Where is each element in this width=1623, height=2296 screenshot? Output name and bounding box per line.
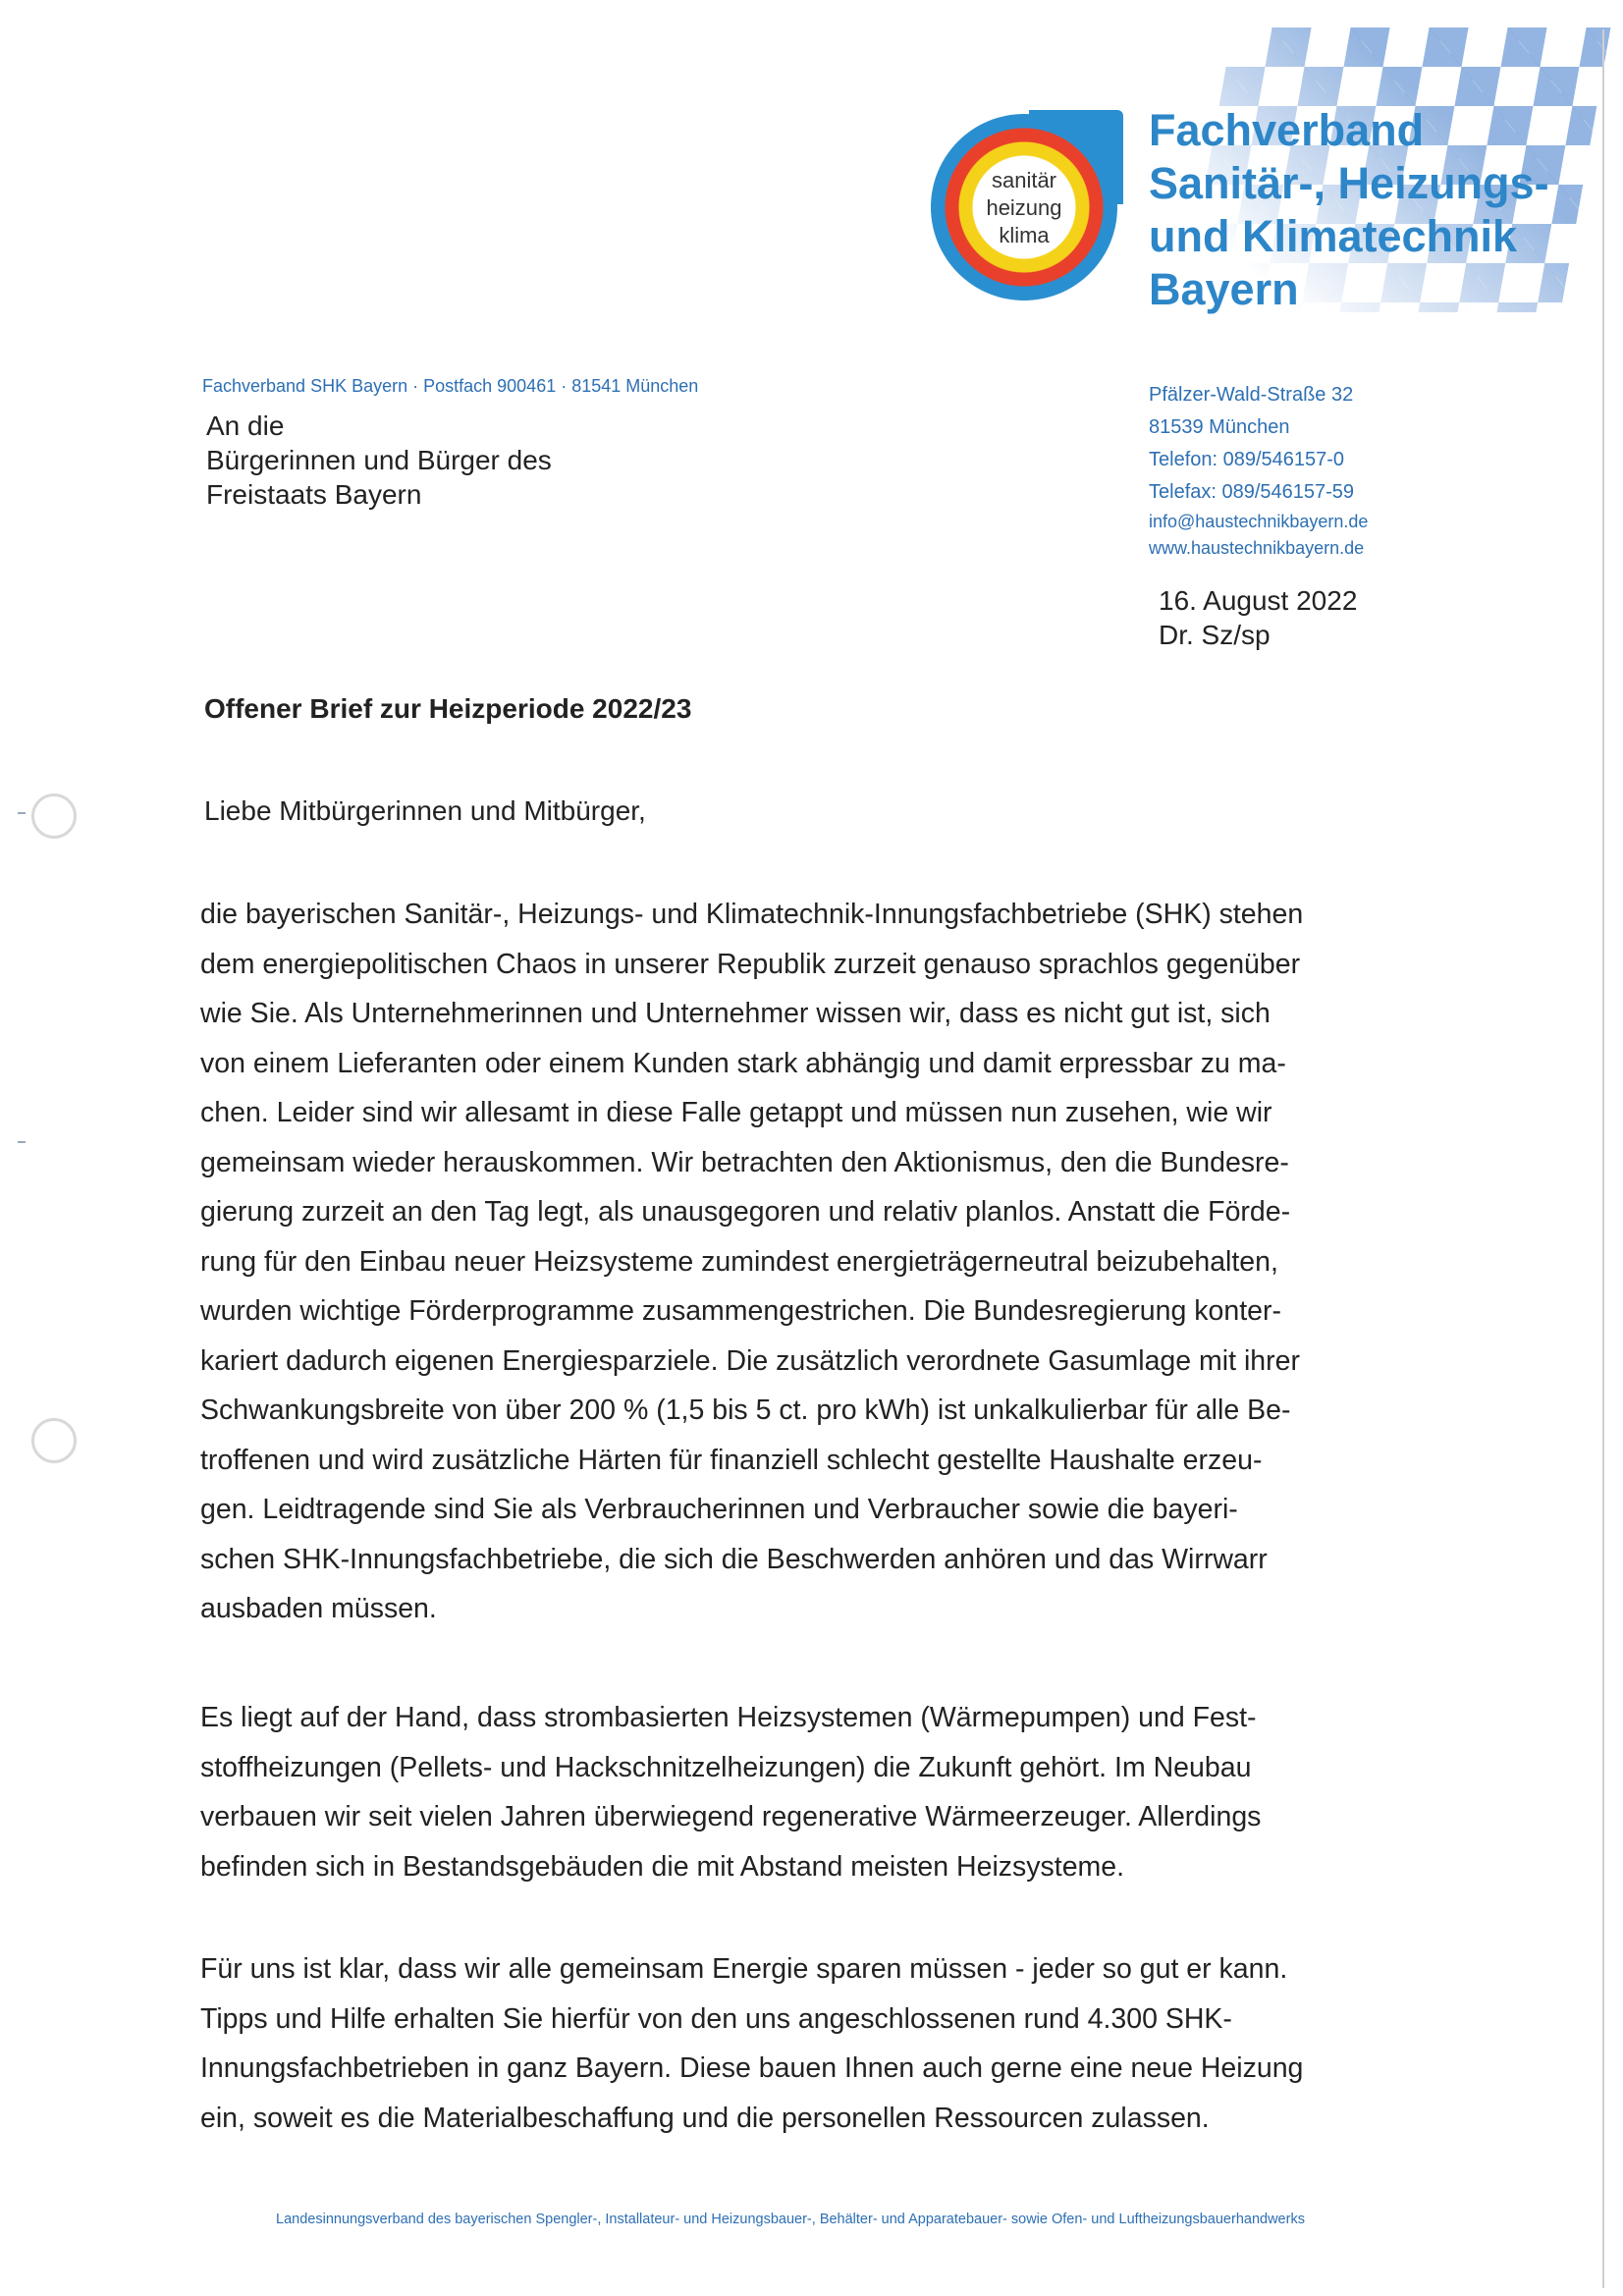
punch-hole-mark — [31, 1418, 77, 1463]
recipient-line: Freistaats Bayern — [206, 479, 422, 510]
logo-line: klima — [999, 223, 1050, 247]
recipient-line: Bürgerinnen und Bürger des — [206, 445, 552, 475]
org-name-line: und Klimatechnik — [1149, 211, 1518, 261]
text-line: gemeinsam wieder herauskommen. Wir betrachten den Aktionismus, den die Bundesre- — [200, 1146, 1289, 1178]
letter-subject: Offener Brief zur Heizperiode 2022/23 — [204, 693, 692, 724]
logo-line: heizung — [986, 195, 1062, 220]
text-line: kariert dadurch eigenen Energiesparziele. Die zusätzlich verordnete Gasumlage mit ihrer — [200, 1344, 1300, 1377]
organization-name — [1149, 104, 1581, 316]
text-line: befinden sich in Bestandsgebäuden die mit Abstand meisten Heizsysteme. — [200, 1850, 1125, 1883]
text-line: ein, soweit es die Materialbeschaffung und die personellen Ressourcen zulassen. — [200, 2102, 1210, 2134]
letter-date: 16. August 2022 — [1159, 585, 1358, 616]
contact-street: Pfälzer-Wald-Straße 32 — [1149, 384, 1354, 406]
text-line: gen. Leidtragende sind Sie als Verbraucherinnen und Verbraucher sowie die bayeri- — [200, 1494, 1238, 1525]
contact-city: 81539 München — [1149, 416, 1290, 438]
paragraph-3 — [200, 1944, 1349, 2143]
text-line: Schwankungsbreite von über 200 % (1,5 bis 5 ct. pro kWh) ist unkalkulierbar für alle Be- — [200, 1394, 1291, 1426]
fold-mark — [18, 1141, 26, 1143]
page-edge — [1602, 29, 1604, 2288]
paragraph-2 — [200, 1693, 1349, 1891]
recipient-address — [206, 409, 552, 512]
text-line: stoffheizungen (Pellets- und Hackschnitzelheizungen) die Zukunft gehört. Im Neubau — [200, 1751, 1252, 1783]
contact-email-link[interactable]: info@haustechnikbayern.de — [1149, 512, 1369, 531]
text-line: von einem Lieferanten oder einem Kunden stark abhängig und damit erpressbar zu ma- — [200, 1047, 1286, 1079]
text-line: troffenen und wird zusätzliche Härten für finanziell schlecht gestellte Haushalte erzeu- — [200, 1444, 1263, 1476]
text-line: verbauen wir seit vielen Jahren überwiegend regenerative Wärmeerzeuger. Allerdings — [200, 1801, 1262, 1832]
letter-reference: Dr. Sz/sp — [1159, 620, 1271, 650]
text-line: Tipps und Hilfe erhalten Sie hierfür von den uns angeschlossenen rund 4.300 SHK- — [200, 2002, 1232, 2035]
text-line: wurden wichtige Förderprogramme zusammengestrichen. Die Bundesregierung konter- — [200, 1295, 1281, 1327]
date-block — [1159, 583, 1357, 652]
text-line: Innungsfachbetrieben in ganz Bayern. Diese bauen Ihnen auch gerne eine neue Heizung — [200, 2052, 1304, 2084]
org-name-line: Fachverband — [1149, 105, 1425, 155]
text-line: rung für den Einbau neuer Heizsysteme zumindest energieträgerneutral beizubehalten, — [200, 1245, 1278, 1278]
contact-web-link[interactable]: www.haustechnikbayern.de — [1149, 538, 1365, 558]
fold-mark — [18, 812, 26, 814]
contact-fax: Telefax: 089/546157-59 — [1149, 481, 1355, 503]
contact-phone: Telefon: 089/546157-0 — [1149, 449, 1345, 470]
text-line: gierung zurzeit an den Tag legt, als unausgegoren und relativ planlos. Anstatt die Förde- — [200, 1196, 1291, 1228]
text-line: chen. Leider sind wir allesamt in diese Falle getappt und müssen nun zusehen, wie wir — [200, 1097, 1272, 1128]
text-line: schen SHK-Innungsfachbetriebe, die sich die Beschwerden anhören und das Wirrwarr — [200, 1543, 1268, 1575]
org-name-line: Bayern — [1149, 264, 1299, 314]
text-line: ausbaden müssen. — [200, 1593, 437, 1624]
recipient-line: An die — [206, 410, 285, 441]
letter-salutation: Liebe Mitbürgerinnen und Mitbürger, — [204, 795, 646, 826]
text-line: Es liegt auf der Hand, dass strombasierten Heizsystemen (Wärmepumpen) und Fest- — [200, 1702, 1257, 1733]
text-line: wie Sie. Als Unternehmerinnen und Unternehmer wissen wir, dass es nicht gut ist, sich — [200, 998, 1271, 1029]
text-line: die bayerischen Sanitär-, Heizungs- und Klimatechnik-Innungsfachbetriebe (SHK) stehen — [200, 899, 1304, 930]
footer-line: Landesinnungsverband des bayerischen Spengler-, Installateur- und Heizungsbauer-, Behälter- und Apparatebauer- sowie Ofen- und Luftheizungsbauerhandwerks — [276, 2212, 1305, 2227]
logo-line: sanitär — [991, 168, 1057, 192]
logo-text — [975, 167, 1073, 249]
sender-return-address: Fachverband SHK Bayern · Postfach 900461 · 81541 München — [202, 376, 699, 396]
shk-logo — [931, 110, 1123, 306]
paragraph-1 — [200, 890, 1349, 1634]
text-line: dem energiepolitischen Chaos in unserer Republik zurzeit genauso sprachlos gegenüber — [200, 948, 1301, 980]
contact-block — [1149, 379, 1368, 562]
punch-hole-mark — [31, 793, 77, 839]
org-name-line: Sanitär-, Heizungs- — [1149, 158, 1549, 208]
text-line: Für uns ist klar, dass wir alle gemeinsam Energie sparen müssen - jeder so gut er kann. — [200, 1953, 1288, 1985]
